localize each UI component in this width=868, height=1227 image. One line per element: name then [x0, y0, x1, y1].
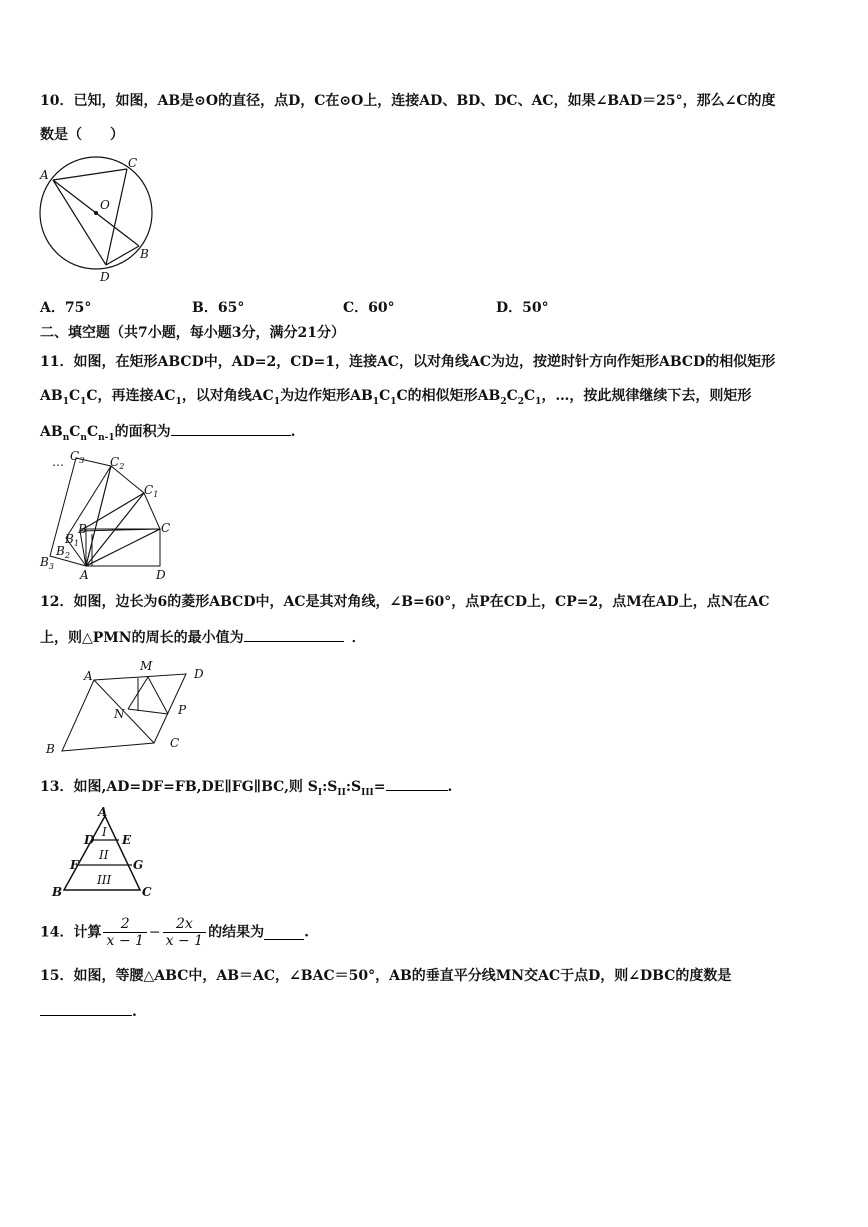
q12-rhombus-figure: [40, 658, 220, 758]
q11-label-A: A: [80, 568, 89, 582]
q10-line2: 数是（ ）: [40, 127, 124, 143]
q11-text: 为边作矩形AB: [280, 388, 373, 404]
q11-sub: 2: [517, 396, 525, 407]
q11-sub: 2: [500, 396, 507, 407]
q14-minus: −: [148, 924, 161, 941]
q11-label-dots: …: [52, 455, 64, 469]
q10-circle-figure: [36, 155, 166, 285]
q11-sub: 1: [273, 396, 281, 407]
q12-line2: [40, 627, 366, 647]
q13-answer-blank[interactable]: [386, 776, 448, 791]
q11-text: C: [379, 388, 391, 404]
q14-text: 的结果为: [208, 924, 265, 941]
q13-label-E: E: [122, 833, 132, 847]
q12-answer-blank[interactable]: [244, 627, 344, 642]
q13-sub: II: [337, 787, 346, 798]
q14-den: x − 1: [165, 933, 204, 949]
q13-label-F: F: [70, 858, 79, 872]
q11-line1: 11．如图，在矩形ABCD中，AD=2，CD=1，连接AC，以对角线AC为边，按逆时针方向作矩形ABCD的相似矩形: [40, 354, 776, 370]
q11-text: C: [524, 388, 536, 404]
q11-text: C: [506, 388, 518, 404]
q11-label-B: B: [78, 522, 87, 536]
q11-label-D: D: [156, 568, 166, 582]
q14-den: x − 1: [106, 933, 144, 949]
q12-text: 上，则△PMN的周长的最小值为: [40, 630, 244, 646]
q15-answer-blank[interactable]: [40, 1001, 132, 1016]
q11-rectangles-figure: [36, 448, 186, 583]
q14-answer-blank[interactable]: [264, 925, 304, 940]
q13-text: =: [373, 779, 386, 795]
q11-sub: 1: [80, 396, 87, 407]
q14-num: 2: [103, 916, 146, 933]
q12-label-A: A: [84, 669, 93, 683]
q10-label-A: A: [40, 168, 49, 182]
q11-line3: [40, 421, 296, 447]
q14-line: [40, 916, 309, 949]
q12-label-D: D: [194, 667, 204, 681]
q11-text: C，再连接AC: [86, 388, 176, 404]
q10-line1: 10．已知，如图，AB是⊙O的直径，点D，C在⊙O上，连接AD、BD、DC、AC，如果∠BAD＝25°，那么∠C的度: [40, 93, 776, 109]
q11-sub: n: [62, 432, 70, 443]
q13-line: [40, 776, 452, 802]
q11-text: C: [86, 424, 99, 440]
q11-label-C3: $C_3$: [70, 449, 85, 465]
q11-text: ，…，按此规律继续下去，则矩形: [541, 388, 752, 404]
q10-option-c: C．60°: [343, 300, 395, 316]
q12-label-C: C: [170, 736, 180, 750]
q13-region-II: II: [99, 848, 109, 862]
q14-num: 2x: [163, 916, 206, 933]
q11-answer-blank[interactable]: [171, 421, 291, 436]
q11-text: C: [69, 424, 81, 440]
q10-option-b: B．65°: [192, 300, 245, 316]
q10-option-a: A．75°: [40, 300, 92, 316]
q12-label-B: B: [46, 742, 55, 756]
q13-region-III: III: [97, 873, 112, 887]
section-heading: 二、填空题（共7小题，每小题3分，满分21分）: [40, 325, 345, 341]
q13-text: .: [447, 779, 453, 795]
q10-label-D: D: [100, 270, 110, 284]
q10-label-C: C: [128, 156, 138, 170]
q11-text: 的面积为: [114, 424, 171, 440]
q14-text: 14．计算: [40, 924, 102, 941]
q13-triangle-figure: [48, 806, 158, 900]
q12-text: ．: [351, 630, 366, 646]
q13-label-A: A: [98, 806, 108, 819]
q15-line2: [40, 1001, 137, 1021]
q13-label-G: G: [133, 858, 144, 872]
q14-text: .: [304, 924, 309, 941]
q12-label-P: P: [178, 703, 187, 717]
q12-label-M: M: [140, 659, 153, 673]
q13-sub: III: [361, 787, 374, 798]
q11-sub: 1: [372, 396, 380, 407]
q13-label-C: C: [142, 885, 152, 899]
q10-label-B: B: [140, 247, 149, 261]
q13-text: :S: [322, 779, 338, 795]
q11-sub: n: [80, 432, 87, 443]
q15-text: .: [132, 1004, 137, 1020]
q11-text: AB: [40, 388, 63, 404]
q12-line1: 12．如图，边长为6的菱形ABCD中，AC是其对角线，∠B=60°，点P在CD上，CP=2，点M在AD上，点N在AC: [40, 594, 770, 610]
q11-text: C的相似矩形AB: [396, 388, 501, 404]
q10-option-d: D．50°: [496, 300, 549, 316]
q13-label-B: B: [52, 885, 63, 899]
q11-line2: [40, 387, 751, 411]
q15-line1: 15．如图，等腰△ABC中，AB＝AC，∠BAC＝50°，AB的垂直平分线MN交AC于点D，则∠DBC的度数是: [40, 968, 732, 984]
q11-sub: 1: [62, 396, 69, 407]
q13-sub: I: [317, 787, 323, 798]
q11-sub: 1: [175, 396, 182, 407]
q11-label-C: C: [161, 521, 171, 535]
q14-fraction-2: [163, 916, 206, 949]
q11-sub: n-1: [98, 432, 115, 443]
q11-label-B3: $B_3$: [40, 555, 54, 571]
q13-region-I: I: [102, 825, 107, 839]
q11-sub: 1: [535, 396, 542, 407]
q12-label-N: N: [114, 707, 125, 721]
q10-label-O: O: [100, 198, 110, 212]
q13-label-D: D: [84, 833, 95, 847]
q11-label-C2: $C_2$: [110, 455, 125, 471]
q11-sub: 1: [390, 396, 397, 407]
q13-text: :S: [345, 779, 362, 795]
q11-label-C1: $C_1$: [144, 483, 159, 499]
q11-text: AB: [40, 424, 63, 440]
q11-label-B2: $B_2$: [56, 544, 70, 560]
q14-fraction-1: [103, 916, 146, 949]
q11-text: C: [68, 388, 81, 404]
q11-label-B1: $B_1$: [65, 532, 79, 548]
q13-text: 13．如图,AD=DF=FB,DE∥FG∥BC,则 S: [40, 779, 318, 795]
q11-text: .: [290, 424, 296, 440]
q11-text: ，以对角线AC: [181, 388, 274, 404]
